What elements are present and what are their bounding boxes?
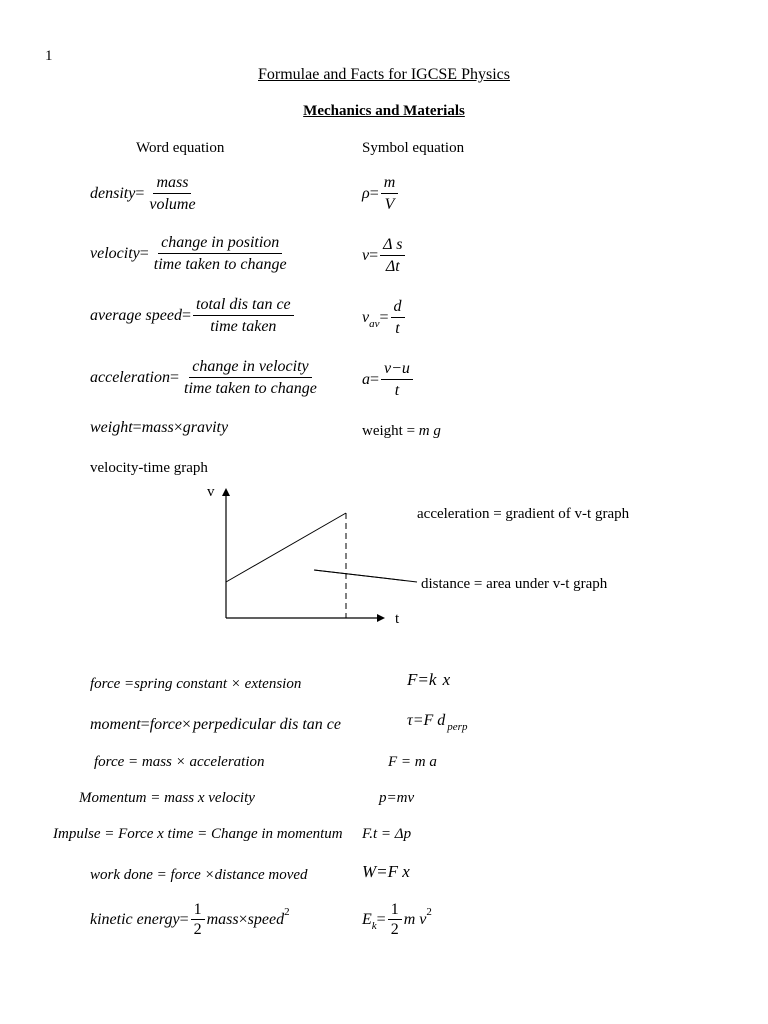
weight-symbol-equation: weight = m g: [362, 423, 441, 439]
hooke-word-equation: force =spring constant × extension: [90, 676, 302, 692]
graph-y-label: v: [207, 484, 215, 500]
velocity-word-equation: velocity = $\frac{\text{change in position}}{\text{time taken to change}}$: [90, 234, 287, 273]
hooke-symbol-equation: F=k x: [407, 670, 451, 689]
page-number: 1: [45, 48, 53, 64]
average-speed-word-equation: average speed = $\frac{\text{total dis tan ce}}{\text{time taken}}$: [90, 296, 296, 336]
acceleration-word-equation: acceleration = $\frac{\text{change in velocity}}{\text{time taken to change}}$: [90, 358, 317, 397]
x-axis-arrow: [377, 614, 385, 622]
page-title: Formulae and Facts for IGCSE Physics: [258, 66, 510, 83]
moment-word-equation: moment = force × perpedicular dis tan ce: [90, 716, 341, 733]
work-done-symbol-equation: W=F x: [362, 862, 410, 881]
impulse-symbol-equation: F.t = Δp: [362, 826, 412, 842]
moment-symbol-equation: τ=F d perp: [407, 712, 468, 733]
density-word-equation: density = $\frac{\text{mass}}{\text{volume}}$: [90, 174, 196, 213]
average-speed-symbol-equation: v av = $\frac{d}{t}$: [362, 298, 407, 338]
velocity-time-graph: [195, 480, 405, 640]
acceleration-symbol-equation: a = $\frac{v-u}{t}$: [362, 360, 415, 400]
impulse-word-equation: Impulse = Force x time = Change in momentum: [53, 826, 343, 842]
momentum-symbol-equation: p=mv: [379, 790, 415, 806]
weight-word-equation: weight = mass × gravity: [90, 419, 229, 436]
newton-second-law-symbol: F = m a: [388, 754, 437, 770]
distance-pointer-extension: [314, 568, 424, 588]
y-axis-arrow: [222, 488, 230, 496]
work-done-word-equation: work done = force ×distance moved: [90, 867, 308, 883]
kinetic-energy-symbol-equation: E k = $\frac{1}{2}$ m v 2: [362, 901, 432, 938]
velocity-symbol-equation: v = $\frac{\text{Δ s}}{\Delta t}$: [362, 236, 407, 276]
section-heading: Mechanics and Materials: [303, 103, 465, 119]
acceleration-note: acceleration = gradient of v-t graph: [417, 506, 630, 522]
word-equation-header: Word equation: [136, 140, 225, 156]
graph-x-label: t: [395, 611, 400, 627]
distance-note: distance = area under v-t graph: [421, 576, 608, 592]
density-symbol-equation: ρ = $\frac{m}{V}$: [362, 174, 400, 214]
newton-second-law-word: force = mass × acceleration: [94, 754, 265, 770]
symbol-equation-header: Symbol equation: [362, 140, 465, 156]
graph-title: velocity-time graph: [90, 460, 208, 476]
momentum-word-equation: Momentum = mass x velocity: [79, 790, 255, 806]
kinetic-energy-word-equation: kinetic energy = $\frac{1}{2}$ mass × speed 2: [90, 901, 290, 938]
